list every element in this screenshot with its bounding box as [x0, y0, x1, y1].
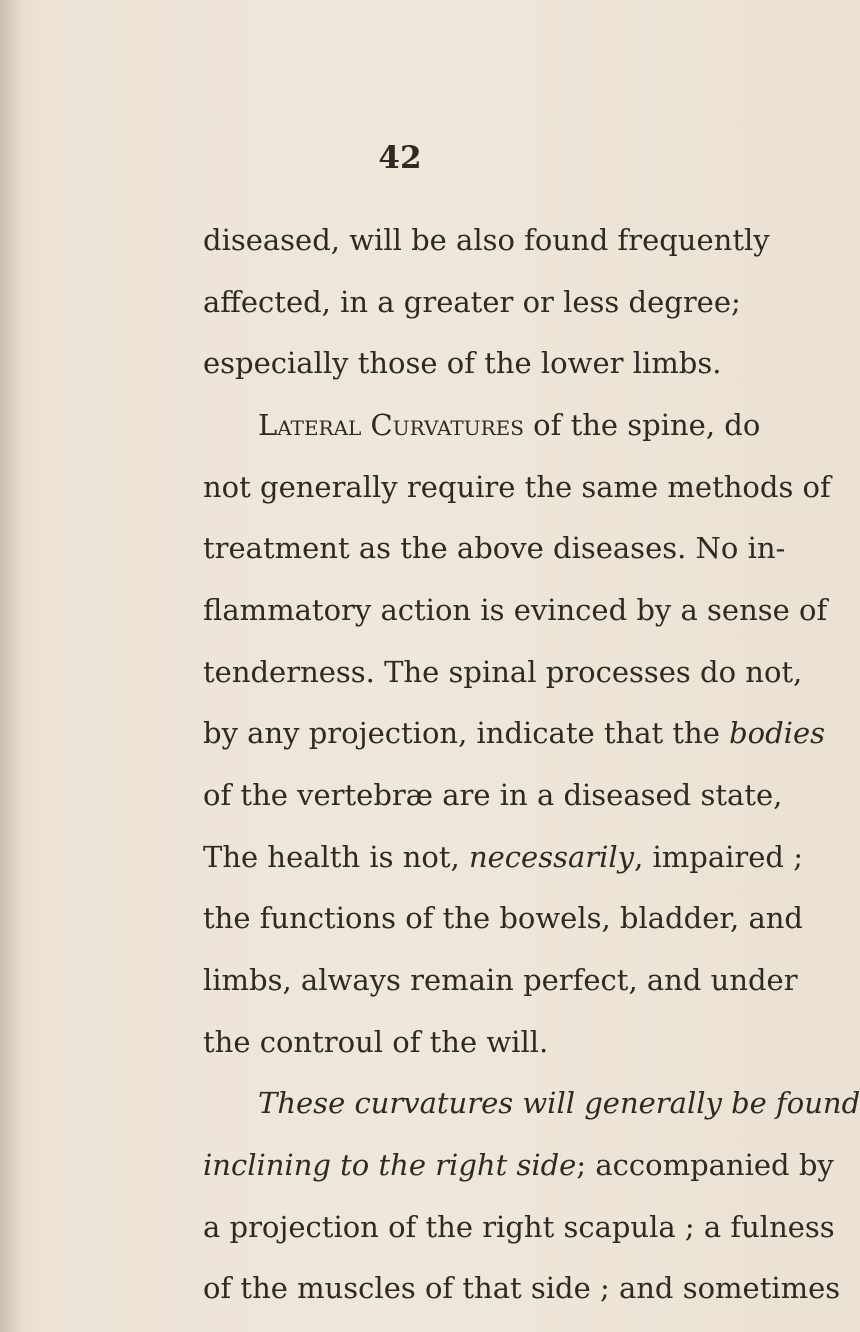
text-line: of the muscles of that side ; and sometimes [203, 1271, 841, 1305]
text-line: the controul of the will. [203, 1025, 549, 1059]
text-line: These curvatures will generally be found [258, 1086, 860, 1120]
text-span: ; accompanied by [576, 1148, 834, 1182]
italic-text: bodies [729, 716, 825, 750]
text-span: The health is not, [203, 840, 469, 874]
text-line: tenderness. The spinal processes do not, [203, 655, 803, 689]
italic-text: necessarily [468, 840, 635, 874]
text-line: limbs, always remain perfect, and under [203, 963, 798, 997]
text-line: affected, in a greater or less degree; [203, 285, 741, 319]
text-line: a projection of the right scapula ; a fulness [203, 1210, 835, 1244]
text-line: not generally require the same methods of [203, 470, 831, 504]
text-span: by any projection, indicate that the [203, 716, 730, 750]
text-line [203, 837, 803, 877]
text-line: treatment as the above diseases. No in- [203, 531, 786, 565]
text-line: diseased, will be also found frequently [203, 223, 770, 257]
text-line: the functions of the bowels, bladder, and [203, 901, 803, 935]
text-line [203, 713, 825, 753]
text-line [258, 405, 761, 445]
text-line [203, 1145, 834, 1185]
page-number: 42 [378, 140, 422, 176]
italic-text: inclining to the right side [203, 1148, 577, 1182]
text-line: flammatory action is evinced by a sense of [203, 593, 828, 627]
text-line: of the vertebræ are in a diseased state, [203, 778, 783, 812]
text-line: especially those of the lower limbs. [203, 346, 722, 380]
section-heading-smallcaps: Lateral Curvatures [258, 408, 524, 442]
text-span: , impaired ; [634, 840, 803, 874]
text-span: of the spine, do [523, 408, 761, 442]
page-gutter-shadow [0, 0, 22, 1332]
